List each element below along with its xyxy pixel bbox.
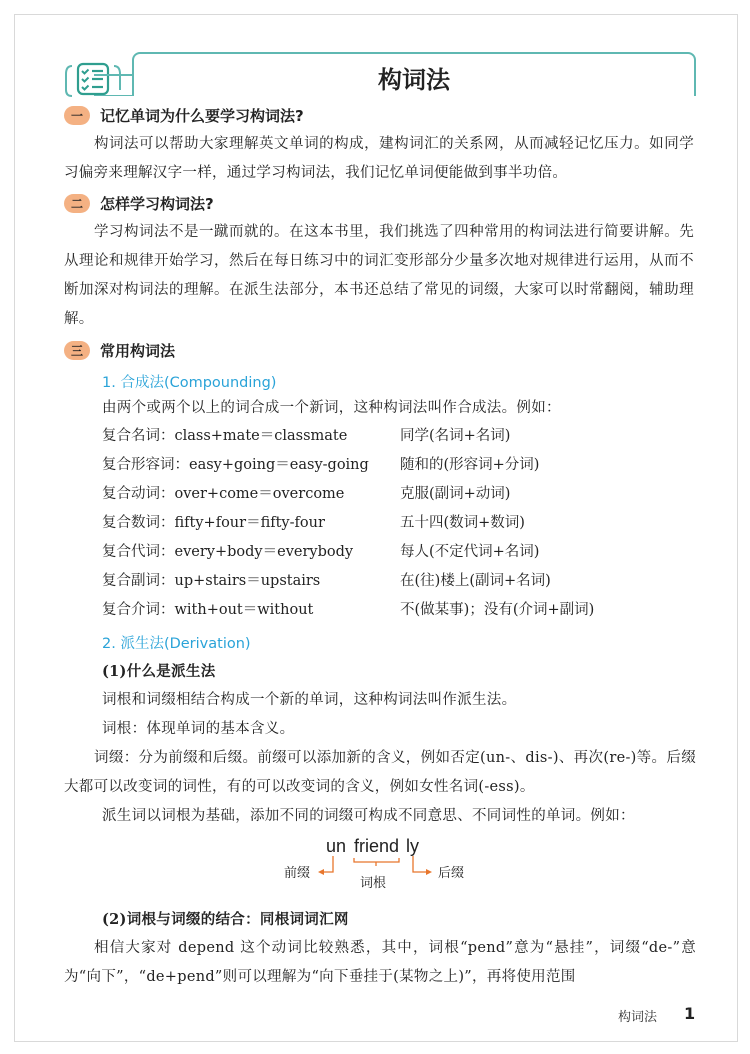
root-word: friend [354, 836, 400, 856]
title-banner [64, 48, 696, 98]
section-heading-2 [64, 191, 214, 215]
section-badge: 二 [64, 194, 90, 213]
page-number: 1 [684, 1004, 696, 1023]
compound-row [102, 598, 702, 627]
paragraph: 构词法可以帮助大家理解英文单词的构成，建构词汇的关系网，从而减轻记忆压力。如同学习偏旁来理解汉字一样，通过学习构词法，我们记忆单词便能做到事半功倍。 [64, 136, 694, 181]
compound-meaning: 同学(名词+名词) [400, 428, 511, 444]
question-heading: (2)词根与词缀的结合：同根词词汇网 [102, 911, 349, 928]
root-bracket [354, 858, 399, 866]
compound-example: 复合名词：class+mate＝classmate [102, 428, 348, 444]
paragraph: 词缀：分为前缀和后缀。前缀可以添加新的含义，例如否定(un-、dis-)、再次(re-)等。后缀大都可以改变词的词性，有的可以改变词的含义，例如女性名词(-ess)。 [64, 750, 696, 795]
section-title: 记忆单词为什么要学习构词法? [100, 106, 304, 125]
question-heading: (1)什么是派生法 [102, 663, 216, 680]
derivation-diagram [260, 832, 500, 896]
paragraph: 词根和词缀相结合构成一个新的单词，这种构词法叫作派生法。 [102, 692, 517, 708]
checklist-icon [64, 60, 122, 98]
paragraph: 相信大家对 depend 这个动词比较熟悉，其中，词根“pend”意为“悬挂”，词缀“de-”意为“向下”，“de+pend”则可以理解为“向下垂挂于(某物之上)”，再将使用范围 [64, 940, 696, 985]
prefix-label: 前缀 [284, 866, 311, 881]
compound-example: 复合代词：every+body＝everybody [102, 544, 354, 560]
compound-row [102, 453, 702, 482]
compound-example: 复合数词：fifty+four＝fifty-four [102, 515, 325, 531]
suffix-arrowhead [426, 869, 432, 875]
compound-meaning: 随和的(形容词+分词) [400, 457, 540, 473]
compound-meaning: 五十四(数词+数词) [400, 515, 525, 531]
compound-row [102, 482, 702, 511]
suffix-label: 后缀 [438, 866, 465, 881]
section-title: 常用构词法 [100, 341, 176, 360]
compound-example: 复合介词：with+out＝without [102, 602, 314, 618]
compound-example: 复合动词：over+come＝overcome [102, 486, 345, 502]
section-heading-3 [64, 338, 175, 362]
prefix-arrowhead [318, 869, 324, 875]
paragraph: 由两个或两个以上的词合成一个新词，这种构词法叫作合成法。例如： [102, 400, 561, 416]
page-title: 构词法 [378, 66, 450, 94]
paragraph: 词根：体现单词的基本含义。 [102, 721, 295, 737]
paragraph: 学习构词法不是一蹴而就的。在这本书里，我们挑选了四种常用的构词法进行简要讲解。先从理论和规律开始学习，然后在每日练习中的词汇变形部分少量多次地对规律进行运用，从而不断加深对构词法的理解。在派生法部分，本书还总结了常见的词缀，大家可以时常翻阅，辅助理解。 [64, 224, 694, 327]
subsection-title-compounding: 1. 合成法(Compounding) [102, 375, 277, 391]
compound-row [102, 540, 702, 569]
compound-example: 复合形容词：easy+going＝easy-going [102, 457, 369, 473]
compound-meaning: 克服(副词+动词) [400, 486, 511, 502]
footer-chapter-label: 构词法 [618, 1010, 658, 1025]
suffix-arrow [413, 856, 426, 872]
compound-row [102, 511, 702, 540]
compound-example: 复合副词：up+stairs＝upstairs [102, 573, 321, 589]
compound-meaning: 不(做某事)；没有(介词+副词) [400, 602, 595, 618]
section-heading-1 [64, 103, 304, 127]
title-box [132, 52, 696, 96]
section-title: 怎样学习构词法? [100, 194, 214, 213]
prefix-arrow [324, 856, 333, 872]
section-badge: 一 [64, 106, 90, 125]
compound-row [102, 569, 702, 598]
compound-meaning: 在(往)楼上(副词+名词) [400, 573, 551, 589]
paragraph: 派生词以词根为基础，添加不同的词缀可构成不同意思、不同词性的单词。例如： [102, 808, 635, 824]
section-badge: 三 [64, 341, 90, 360]
compound-meaning: 每人(不定代词+名词) [400, 544, 540, 560]
prefix-word: un [326, 836, 347, 856]
subsection-title-derivation: 2. 派生法(Derivation) [102, 636, 251, 652]
compound-row [102, 424, 702, 453]
root-label: 词根 [360, 876, 387, 891]
suffix-word: ly [406, 836, 419, 856]
